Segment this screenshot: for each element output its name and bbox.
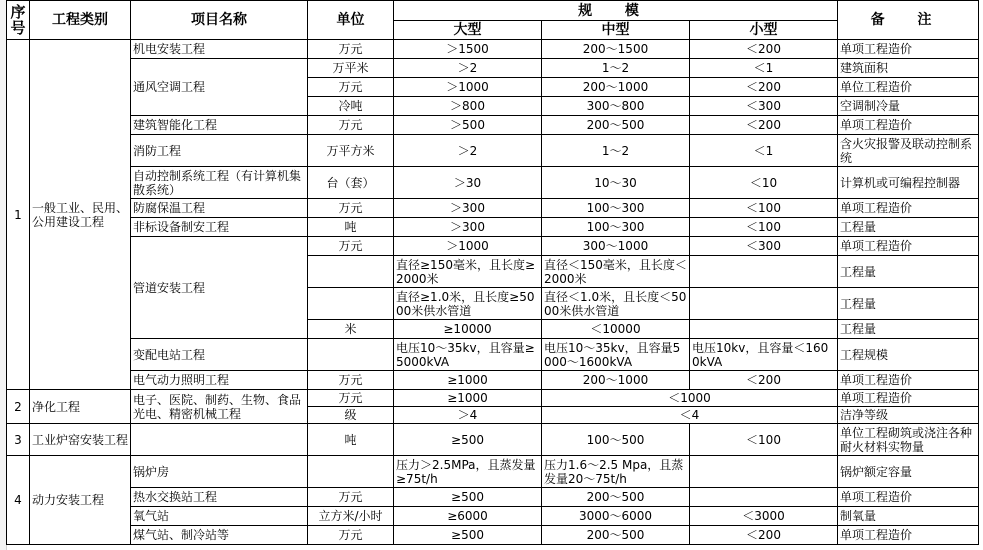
large-cell[interactable]: ＞1000	[394, 78, 542, 97]
medium-cell[interactable]: 1～2	[542, 59, 690, 78]
large-cell[interactable]: ≥500	[394, 424, 542, 456]
project-cell[interactable]: 氧气站	[131, 507, 308, 526]
table-row[interactable]	[7, 488, 979, 507]
small-cell[interactable]: ＜200	[690, 116, 838, 135]
large-cell[interactable]: ＞500	[394, 116, 542, 135]
project-cell[interactable]: 热水交换站工程	[131, 488, 308, 507]
table-row[interactable]	[7, 507, 979, 526]
header-medium[interactable]: 中型	[542, 21, 690, 40]
note-cell[interactable]: 单位工程造价	[838, 78, 979, 97]
section-seq-cell[interactable]: 4	[7, 456, 30, 545]
table-row[interactable]	[7, 199, 979, 218]
large-cell[interactable]: 直径≥150毫米，且长度≥2000米	[394, 256, 542, 288]
header-note[interactable]: 备 注	[838, 1, 979, 40]
large-cell[interactable]: ＞2	[394, 59, 542, 78]
large-cell[interactable]: ＞1000	[394, 237, 542, 256]
note-cell[interactable]: 洁净等级	[838, 407, 979, 424]
project-cell[interactable]: 通风空调工程	[131, 59, 308, 116]
note-cell[interactable]: 单项工程造价	[838, 488, 979, 507]
unit-cell[interactable]	[308, 456, 394, 488]
project-cell[interactable]: 锅炉房	[131, 456, 308, 488]
table-row[interactable]	[7, 424, 979, 456]
note-cell[interactable]: 锅炉额定容量	[838, 456, 979, 488]
large-cell[interactable]: ＞4	[394, 407, 542, 424]
large-cell[interactable]: ＞300	[394, 199, 542, 218]
section-category-cell[interactable]: 动力安装工程	[30, 456, 131, 545]
medium-cell[interactable]: ＜10000	[542, 320, 690, 339]
note-cell[interactable]: 计算机或可编程控制器	[838, 167, 979, 199]
unit-cell[interactable]: 万元	[308, 371, 394, 390]
large-cell[interactable]: ≥10000	[394, 320, 542, 339]
medium-cell[interactable]: 直径＜1.0米，且长度＜5000米供水管道	[542, 288, 690, 320]
unit-cell[interactable]: 万元	[308, 237, 394, 256]
unit-cell[interactable]: 万元	[308, 526, 394, 545]
large-cell[interactable]: ＞30	[394, 167, 542, 199]
section-seq-cell[interactable]: 2	[7, 390, 30, 424]
small-cell[interactable]	[690, 288, 838, 320]
medium-cell[interactable]: 3000～6000	[542, 507, 690, 526]
medium-cell[interactable]: 10～30	[542, 167, 690, 199]
medium-cell[interactable]: 300～1000	[542, 237, 690, 256]
small-cell[interactable]: ＜100	[690, 424, 838, 456]
medium-cell[interactable]: 200～1000	[542, 78, 690, 97]
project-cell[interactable]: 电子、医院、制药、生物、食品光电、精密机械工程	[131, 390, 308, 424]
section-seq-cell[interactable]: 3	[7, 424, 30, 456]
small-cell[interactable]	[690, 320, 838, 339]
medium-cell[interactable]: 100～300	[542, 218, 690, 237]
note-cell[interactable]: 空调制冷量	[838, 97, 979, 116]
medium-cell[interactable]: 300～800	[542, 97, 690, 116]
project-scale-table	[6, 0, 979, 545]
table-row[interactable]	[7, 167, 979, 199]
table-row[interactable]	[7, 59, 979, 78]
unit-cell[interactable]	[308, 339, 394, 371]
note-cell[interactable]: 单项工程造价	[838, 390, 979, 407]
medium-cell[interactable]: 直径＜150毫米，且长度＜2000米	[542, 256, 690, 288]
unit-cell[interactable]: 万元	[308, 40, 394, 59]
project-cell[interactable]: 建筑智能化工程	[131, 116, 308, 135]
small-cell[interactable]: ＜200	[690, 526, 838, 545]
header-seq[interactable]: 序 号	[7, 1, 30, 40]
note-cell[interactable]: 单项工程造价	[838, 237, 979, 256]
medium-cell[interactable]: 200～500	[542, 116, 690, 135]
large-cell[interactable]: ≥1000	[394, 390, 542, 407]
header-category[interactable]: 工程类别	[30, 1, 131, 40]
small-cell[interactable]: ＜200	[690, 78, 838, 97]
large-cell[interactable]: ≥1000	[394, 371, 542, 390]
section-category-cell[interactable]: 净化工程	[30, 390, 131, 424]
unit-cell[interactable]: 万元	[308, 488, 394, 507]
header-small[interactable]: 小型	[690, 21, 838, 40]
small-cell[interactable]	[690, 256, 838, 288]
table-row[interactable]	[7, 40, 979, 59]
note-cell[interactable]: 制氧量	[838, 507, 979, 526]
note-cell[interactable]: 工程规模	[838, 339, 979, 371]
medium-cell[interactable]: 100～300	[542, 199, 690, 218]
unit-cell[interactable]: 米	[308, 320, 394, 339]
header-project[interactable]: 项目名称	[131, 1, 308, 40]
unit-cell[interactable]: 万平方米	[308, 135, 394, 167]
unit-cell[interactable]: 万元	[308, 199, 394, 218]
small-cell[interactable]: ＜100	[690, 218, 838, 237]
project-cell[interactable]: 机电安装工程	[131, 40, 308, 59]
medium-cell[interactable]: ＜1000	[542, 390, 838, 407]
large-cell[interactable]: ＞1500	[394, 40, 542, 59]
unit-cell[interactable]: 万元	[308, 390, 394, 407]
project-cell[interactable]: 消防工程	[131, 135, 308, 167]
medium-cell[interactable]: 100～500	[542, 424, 690, 456]
note-cell[interactable]: 工程量	[838, 256, 979, 288]
small-cell[interactable]	[690, 488, 838, 507]
unit-cell[interactable]: 吨	[308, 424, 394, 456]
section-category-cell[interactable]: 一般工业、民用、公用建设工程	[30, 40, 131, 390]
note-cell[interactable]: 工程量	[838, 288, 979, 320]
table-row[interactable]	[7, 116, 979, 135]
note-cell[interactable]: 含火灾报警及联动控制系统	[838, 135, 979, 167]
medium-cell[interactable]: ＜4	[542, 407, 838, 424]
section-category-cell[interactable]: 工业炉窑安装工程	[30, 424, 131, 456]
header-large[interactable]: 大型	[394, 21, 542, 40]
table-row[interactable]	[7, 218, 979, 237]
small-cell[interactable]: ＜100	[690, 199, 838, 218]
table-row[interactable]	[7, 526, 979, 545]
project-cell[interactable]: 非标设备制安工程	[131, 218, 308, 237]
small-cell[interactable]: ＜1	[690, 59, 838, 78]
small-cell[interactable]: ＜3000	[690, 507, 838, 526]
note-cell[interactable]: 单项工程造价	[838, 526, 979, 545]
unit-cell[interactable]: 立方米/小时	[308, 507, 394, 526]
medium-cell[interactable]: 200～500	[542, 488, 690, 507]
unit-cell[interactable]: 吨	[308, 218, 394, 237]
unit-cell[interactable]: 万元	[308, 116, 394, 135]
project-cell[interactable]: 管道安装工程	[131, 237, 308, 339]
large-cell[interactable]: ≥500	[394, 488, 542, 507]
large-cell[interactable]: ≥500	[394, 526, 542, 545]
unit-cell[interactable]: 台（套）	[308, 167, 394, 199]
project-cell[interactable]: 电气动力照明工程	[131, 371, 308, 390]
project-cell[interactable]: 防腐保温工程	[131, 199, 308, 218]
project-cell[interactable]	[131, 424, 308, 456]
table-row[interactable]	[7, 390, 979, 407]
small-cell[interactable]: ＜300	[690, 237, 838, 256]
table-row[interactable]	[7, 237, 979, 256]
unit-cell[interactable]: 万平米	[308, 59, 394, 78]
medium-cell[interactable]: 压力1.6～2.5 Mpa，且蒸发量20～75t/h	[542, 456, 690, 488]
unit-cell[interactable]	[308, 288, 394, 320]
table-row[interactable]	[7, 371, 979, 390]
unit-cell[interactable]: 万元	[308, 78, 394, 97]
project-cell[interactable]: 煤气站、制冷站等	[131, 526, 308, 545]
medium-cell[interactable]: 200～1000	[542, 371, 690, 390]
project-cell[interactable]: 自动控制系统工程（有计算机集散系统）	[131, 167, 308, 199]
large-cell[interactable]: ＞300	[394, 218, 542, 237]
table-row[interactable]	[7, 339, 979, 371]
note-cell[interactable]: 工程量	[838, 218, 979, 237]
project-cell[interactable]: 变配电站工程	[131, 339, 308, 371]
large-cell[interactable]: 压力＞2.5MPa，且蒸发量≥75t/h	[394, 456, 542, 488]
medium-cell[interactable]: 1～2	[542, 135, 690, 167]
small-cell[interactable]: ＜10	[690, 167, 838, 199]
medium-cell[interactable]: 200～1500	[542, 40, 690, 59]
note-cell[interactable]: 单位工程砌筑或浇注各种耐火材料实物量	[838, 424, 979, 456]
note-cell[interactable]: 单项工程造价	[838, 199, 979, 218]
medium-cell[interactable]: 电压10～35kv，且容量5000～1600kVA	[542, 339, 690, 371]
header-unit[interactable]: 单位	[308, 1, 394, 40]
note-cell[interactable]: 单项工程造价	[838, 371, 979, 390]
large-cell[interactable]: 直径≥1.0米，且长度≥5000米供水管道	[394, 288, 542, 320]
table-row[interactable]	[7, 456, 979, 488]
small-cell[interactable]: ＜200	[690, 371, 838, 390]
unit-cell[interactable]: 级	[308, 407, 394, 424]
unit-cell[interactable]: 冷吨	[308, 97, 394, 116]
table-row[interactable]	[7, 135, 979, 167]
medium-cell[interactable]: 200～500	[542, 526, 690, 545]
unit-cell[interactable]	[308, 256, 394, 288]
small-cell[interactable]: ＜300	[690, 97, 838, 116]
note-cell[interactable]: 单项工程造价	[838, 116, 979, 135]
note-cell[interactable]: 单项工程造价	[838, 40, 979, 59]
note-cell[interactable]: 工程量	[838, 320, 979, 339]
small-cell[interactable]: 电压10kv，且容量＜1600kVA	[690, 339, 838, 371]
large-cell[interactable]: ≥6000	[394, 507, 542, 526]
section-seq-cell[interactable]: 1	[7, 40, 30, 390]
large-cell[interactable]: ＞800	[394, 97, 542, 116]
small-cell[interactable]	[690, 456, 838, 488]
small-cell[interactable]: ＜200	[690, 40, 838, 59]
large-cell[interactable]: ＞2	[394, 135, 542, 167]
header-scale[interactable]: 规 模	[394, 1, 838, 21]
note-cell[interactable]: 建筑面积	[838, 59, 979, 78]
small-cell[interactable]: ＜1	[690, 135, 838, 167]
large-cell[interactable]: 电压10～35kv，且容量≥5000kVA	[394, 339, 542, 371]
